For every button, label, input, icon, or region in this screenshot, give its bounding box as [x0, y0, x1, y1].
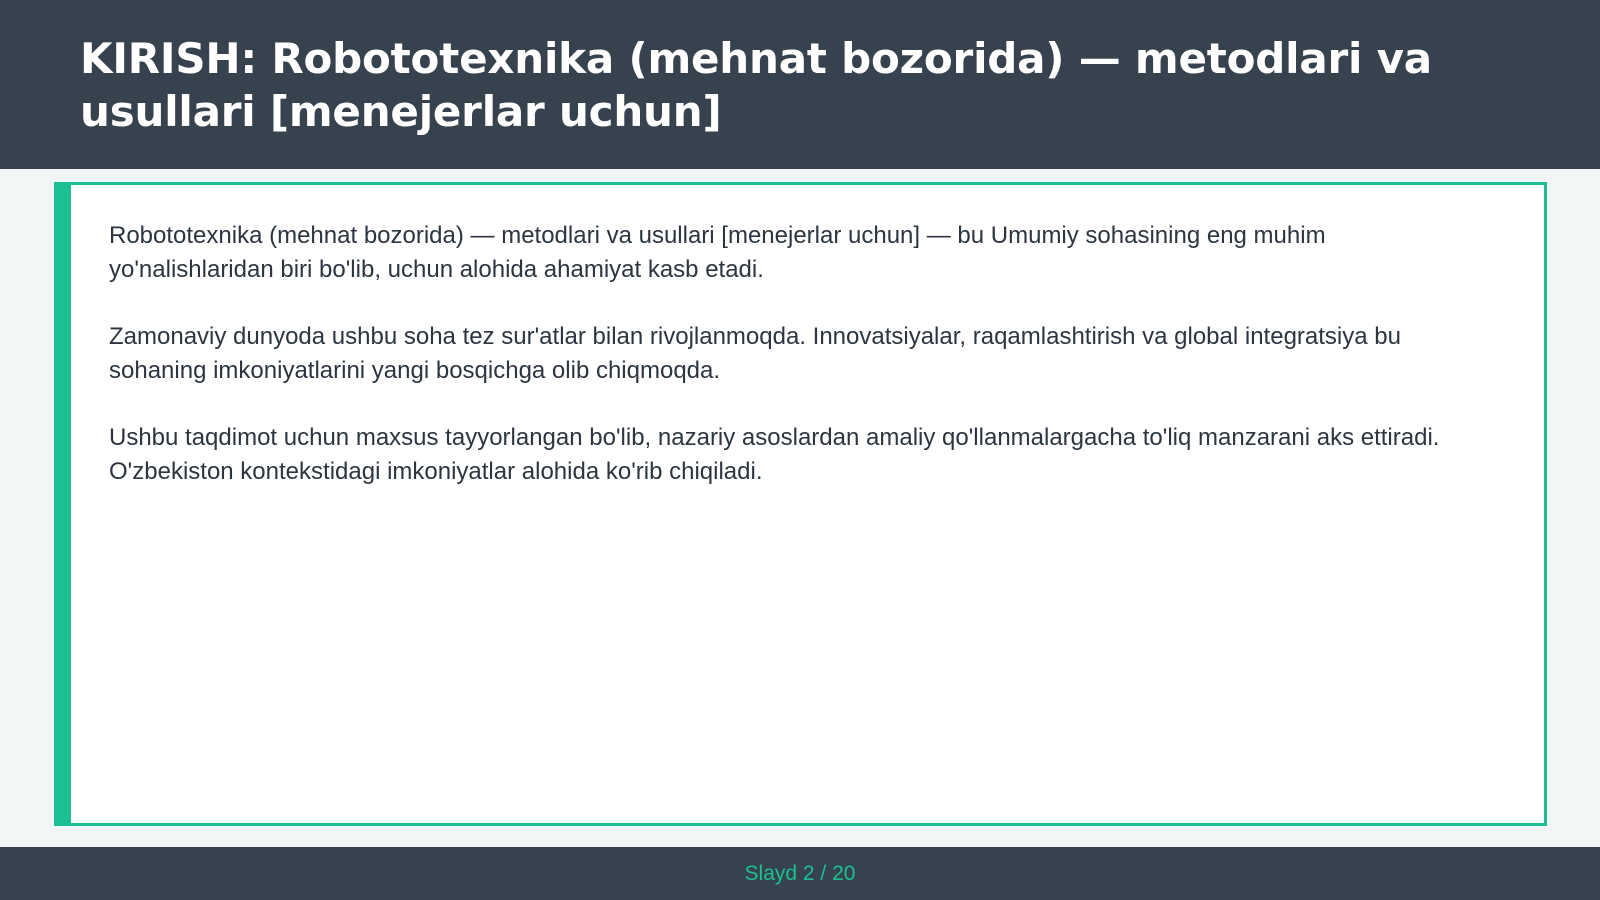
presentation-paragraph: Ushbu taqdimot uchun maxsus tayyorlangan bo'lib, nazariy asoslardan amaliy qo'llanmalargacha to'liq manzarani aks ettiradi. O'zbekiston kontekstidagi imkoniyatlar alohida ko'rib chiqiladi. [109, 424, 1440, 485]
slide-title: KIRISH: Robototexnika (mehnat bozorida) — metodlari va usullari [menejerlar uchun] [80, 34, 1432, 136]
slide-counter: Slayd 2 / 20 [744, 862, 856, 885]
content-card [54, 182, 1547, 826]
development-paragraph: Zamonaviy dunyoda ushbu soha tez sur'atlar bilan rivojlanmoqda. Innovatsiyalar, raqamlashtirish va global integratsiya bu sohaning imkoniyatlarini yangi bosqichga olib chiqmoqda. [109, 323, 1401, 384]
intro-paragraph: Robototexnika (mehnat bozorida) — metodlari va usullari [menejerlar uchun] — bu Umumiy sohasining eng muhim yo'nalishlaridan biri bo'lib, uchun alohida ahamiyat kasb etadi. [109, 222, 1326, 283]
slide-header [0, 0, 1600, 169]
slide-footer [0, 847, 1600, 900]
